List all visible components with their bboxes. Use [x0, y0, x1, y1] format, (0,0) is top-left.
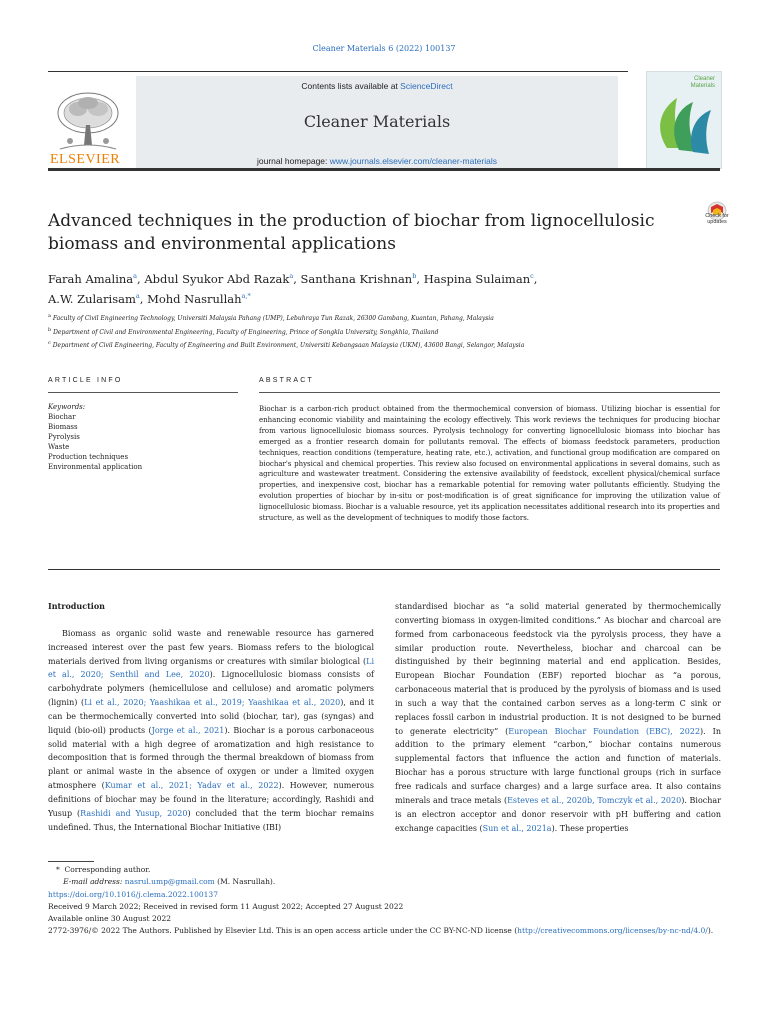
- corresponding-author-note: * Corresponding author.: [56, 865, 151, 874]
- footnotes: [48, 864, 720, 938]
- citation-link[interactable]: Li et al., 2020; Yaashikaa et al., 2019; Yaashikaa et al., 2020: [84, 698, 341, 708]
- abstract-rule: [259, 392, 720, 393]
- body-text: ). Biochar is an electron acceptor and donor reservoir with pH buffering and cation exchange capacities (: [395, 795, 722, 833]
- email-note: E-mail address: nasrul.ump@gmail.com (M. Nasrullah).: [63, 877, 276, 887]
- doi-line: [48, 889, 720, 901]
- body-text: ). Lignocellulosic biomass consists of carbohydrate polymers (hemicellulose and cellulose) and aromatic polymers (lignin) (: [48, 670, 374, 708]
- author[interactable]: Farah Amalina$^a$: [48, 271, 138, 286]
- abstract-label: ABSTRACT: [259, 377, 314, 384]
- affiliation-item: $^c$ Department of Civil Engineering, Faculty of Engineering and Built Environment, Universiti Kebangsaan Malaysia (UKM), 43600 Bangi, Selangor, Malaysia: [48, 340, 525, 349]
- body-text: ), and it can be thermochemically converted into solid (biochar, tar), gas (syngas) and liquid (bio-oil) products (: [48, 698, 374, 735]
- keyword-item: Environmental application: [48, 463, 143, 471]
- journal-cover-thumbnail[interactable]: [646, 71, 722, 169]
- license-line: 2772-3976/© 2022 The Authors. Published by Elsevier Ltd. This is an open access article under the CC BY-NC-ND license (http://creativecommons.org/licenses/by-nc-nd/4.0/).: [48, 926, 714, 936]
- author[interactable]: Mohd Nasrullah$^{a,*}$: [147, 291, 251, 306]
- body-text: ). In addition to the primary element “carbon,” biochar contains numerous supplemental factors that influence the action and function of materials. Biochar has a porous structure with large functional groups (rich in surface free radicals and surface charges) and a large surface area. It also contains minerals and trace metals (: [395, 726, 721, 805]
- citation-link[interactable]: Li et al., 2020; Senthil and Lee, 2020: [48, 656, 374, 680]
- body-column-left: [48, 600, 374, 835]
- author[interactable]: Santhana Krishnan$^b$: [300, 271, 417, 286]
- abstract-text: Biochar is a carbon-rich product obtained from the thermochemical conversion of biomass. Utilizing biochar is essential for enhancing economic viability and maintaining the ecology effectively. This work reviews the techniques for producing biochar from various lignocellulosic biomass sources. Pyrolysis technology for converting lignocellulosic biomass into biochar has emerged as a frontier research domain for pollutants removal. The effects of biomass feedstock parameters, production techniques, reaction conditions (temperature, heating rate, etc.), activation, and functional group modification are compared on biochar's physical and chemical properties. This review also focused on environmental applications in several domains, such as agriculture and wastewater treatment. Considering the extensive availability of feedstock, excellent physical/chemical surface properties, and inexpensive cost, biochar has a remarkable potential for removing water pollutants efficiently. Studying the evolution properties of biochar by in-situ or post-modification is of great significance for improving the utilization value of lignocellulosic biomass. Biochar is a valuable resource, yet its application necessitates additional research into its properties and structure, as well as the development of techniques to modify those factors.: [259, 405, 720, 523]
- elsevier-wordmark: ELSEVIER: [50, 152, 121, 167]
- citation-link[interactable]: Kumar et al., 2021; Yadav et al., 2022: [104, 781, 279, 791]
- footnote-rule: [48, 861, 94, 862]
- citation-link[interactable]: Jorge et al., 2021: [151, 725, 225, 735]
- cover-leaf-icon: [647, 72, 721, 168]
- body-text: ) concluded that the term biochar remains undefined. Thus, the International Biochar Initiative (IBI): [48, 808, 375, 832]
- journal-banner: [136, 76, 618, 168]
- affiliation-item: $^b$ Department of Civil and Environmental Engineering, Faculty of Engineering, Prince of Songkla University, Songkhla, Thailand: [48, 326, 439, 336]
- crossmark-label[interactable]: Check for updates: [705, 213, 729, 225]
- body-paragraph: [395, 600, 721, 835]
- author[interactable]: Abdul Syukor Abd Razak$^a$: [144, 271, 294, 286]
- license-link[interactable]: http://creativecommons.org/licenses/by-nc-nd/4.0/: [517, 926, 708, 936]
- header-rule: [48, 168, 720, 171]
- received-line: Received 9 March 2022; Received in revised form 11 August 2022; Accepted 27 August 2022: [48, 901, 404, 911]
- author-email-link[interactable]: nasrul.ump@gmail.com: [124, 877, 215, 887]
- affiliation-item: $^a$ Faculty of Civil Engineering Technology, Universiti Malaysia Pahang (UMP), Lebuhraya Tun Razak, 26300 Gambang, Kuantan, Pahang, Malaysia: [48, 313, 494, 322]
- citation-link[interactable]: Rashidi and Yusup, 2020: [80, 808, 188, 818]
- affiliations: [48, 311, 720, 352]
- keyword-item: Waste: [48, 443, 70, 451]
- keyword-item: Biomass: [48, 423, 78, 431]
- available-line: Available online 30 August 2022: [48, 914, 172, 924]
- citation-link[interactable]: Esteves et al., 2020b, Tomczyk et al., 2020: [507, 795, 682, 805]
- body-paragraph: [48, 627, 374, 835]
- homepage-line: journal homepage: www.journals.elsevier.com/cleaner-materials: [256, 156, 497, 166]
- author[interactable]: A.W. Zularisam$^a$: [48, 291, 140, 306]
- keyword-item: Pyrolysis: [48, 433, 80, 441]
- keyword-item: Production techniques: [48, 453, 129, 461]
- doi-link[interactable]: https://doi.org/10.1016/j.clema.2022.100137: [48, 889, 218, 899]
- body-column-right: [395, 600, 721, 835]
- journal-homepage-link[interactable]: www.journals.elsevier.com/cleaner-materials: [329, 156, 497, 166]
- article-info-rule: [48, 392, 238, 393]
- body-text: standardised biochar as “a solid material generated by thermochemically converting biomass in oxygen-limited conditions.” As biochar and charcoal are formed from carbonaceous feedstock via the pyrolysis process, they have a similar production route. Nevertheless, biochar and charcoal can be distinguished by their beginning material and end application. Besides, European Biochar Foundation (EBF) reported biochar as “a porous, carbonaceous material that is produced by the pyrolysis of biomass and is used in such a way that the contained carbon serves as a long-term C sink or replaces fossil carbon in industrial production. It is not designed to be burned to generate electricity” (: [395, 602, 721, 736]
- keyword-item: Biochar: [48, 413, 76, 421]
- article-title: Advanced techniques in the production of biochar from lignocellulosic biomass and environmental applications: [48, 211, 655, 254]
- body-text: ). These properties: [551, 823, 629, 833]
- cover-title: Cleaner Materials: [690, 76, 715, 89]
- citation-link[interactable]: Sun et al., 2021a: [482, 823, 552, 833]
- article-info-label: ARTICLE INFO: [48, 377, 123, 384]
- contents-line: Contents lists available at ScienceDirect: [301, 81, 453, 91]
- journal-title: Cleaner Materials: [303, 112, 451, 131]
- keywords-list: [48, 402, 238, 472]
- journal-header: [48, 71, 628, 168]
- author-list: Farah Amalina$^a$, Abdul Syukor Abd Razak$^a$, Santhana Krishnan$^b$, Haspina Sulaiman$^c$, A.W. Zularisam$^a$, Mohd Nasrullah$^{a,*}$: [48, 271, 538, 306]
- section-heading-introduction: Introduction: [48, 601, 105, 611]
- body-text: ). Biochar is a porous carbonaceous solid material with a high degree of aromatization and high resistance to decomposition that is formed through the thermal breakdown of biomass from plant or animal waste in the absence of oxygen or under a limited oxygen atmosphere (: [48, 725, 375, 791]
- sciencedirect-link[interactable]: ScienceDirect: [400, 81, 453, 91]
- citation-link[interactable]: European Biochar Foundation (EBC), 2022: [508, 726, 701, 736]
- keywords-heading: Keywords:: [48, 403, 86, 411]
- journal-reference[interactable]: Cleaner Materials 6 (2022) 100137: [312, 44, 456, 53]
- body-text: ). However, numerous definitions of biochar may be found in the literature; accordingly, Rashidi and Yusup (: [48, 781, 374, 818]
- author[interactable]: Haspina Sulaiman$^c$: [423, 271, 534, 286]
- body-text: Biomass as organic solid waste and renewable resource has garnered increased interest over the past few years. Biomass refers to the biological materials derived from living organisms or creatures with similar biological (: [48, 628, 374, 666]
- abstract-bottom-rule: [48, 569, 720, 570]
